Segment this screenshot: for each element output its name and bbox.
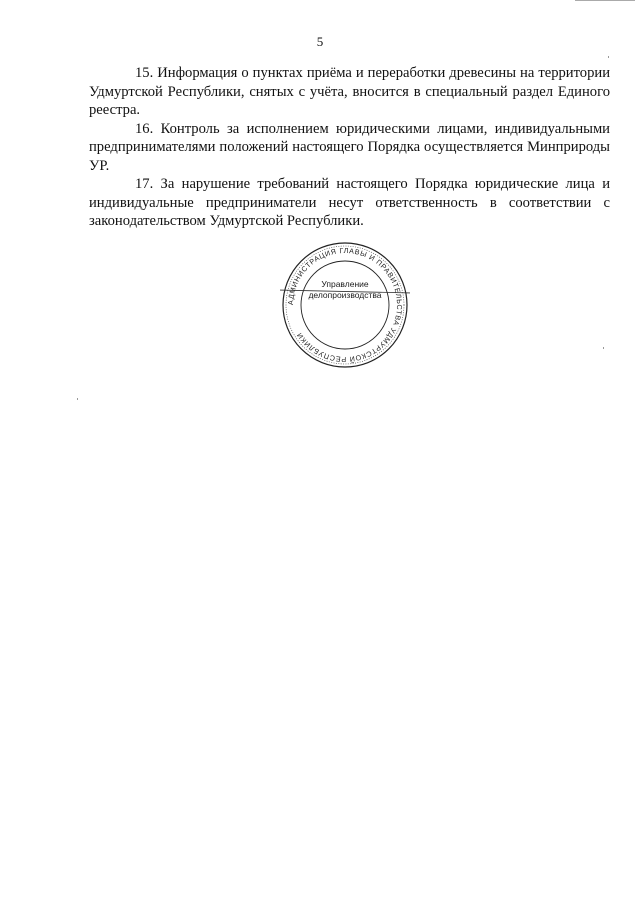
paragraph-17: 17. За нарушение требований настоящего Порядка юридические лица и индивидуальные предприниматели несут ответственность в соответствии с законодательством Удмуртской Республики. bbox=[89, 176, 610, 229]
seal-center-line-2: делопроизводства bbox=[308, 290, 382, 300]
seal-ring-text: АДМИНИСТРАЦИЯ ГЛАВЫ И ПРАВИТЕЛЬСТВА УДМУРТСКОЙ РЕСПУБЛИКИ bbox=[285, 245, 405, 365]
paragraph-15: 15. Информация о пунктах приёма и переработки древесины на территории Удмуртской Республики, снятых с учёта, вносится в специальный раздел Единого реестра. bbox=[89, 65, 610, 118]
paragraph-16: 16. Контроль за исполнением юридическими лицами, индивидуальными предпринимателями положений настоящего Порядка осуществляется Минприроды УР. bbox=[89, 120, 610, 174]
scan-speck bbox=[603, 347, 604, 349]
scan-speck bbox=[77, 398, 78, 400]
scan-speck bbox=[608, 56, 609, 58]
seal-center-line-1: Управление bbox=[321, 279, 369, 289]
page-number: 5 bbox=[316, 34, 324, 49]
scan-corner-mark bbox=[575, 0, 635, 4]
document-body bbox=[89, 64, 610, 231]
official-seal bbox=[280, 240, 410, 370]
seal-center-text bbox=[300, 279, 390, 301]
